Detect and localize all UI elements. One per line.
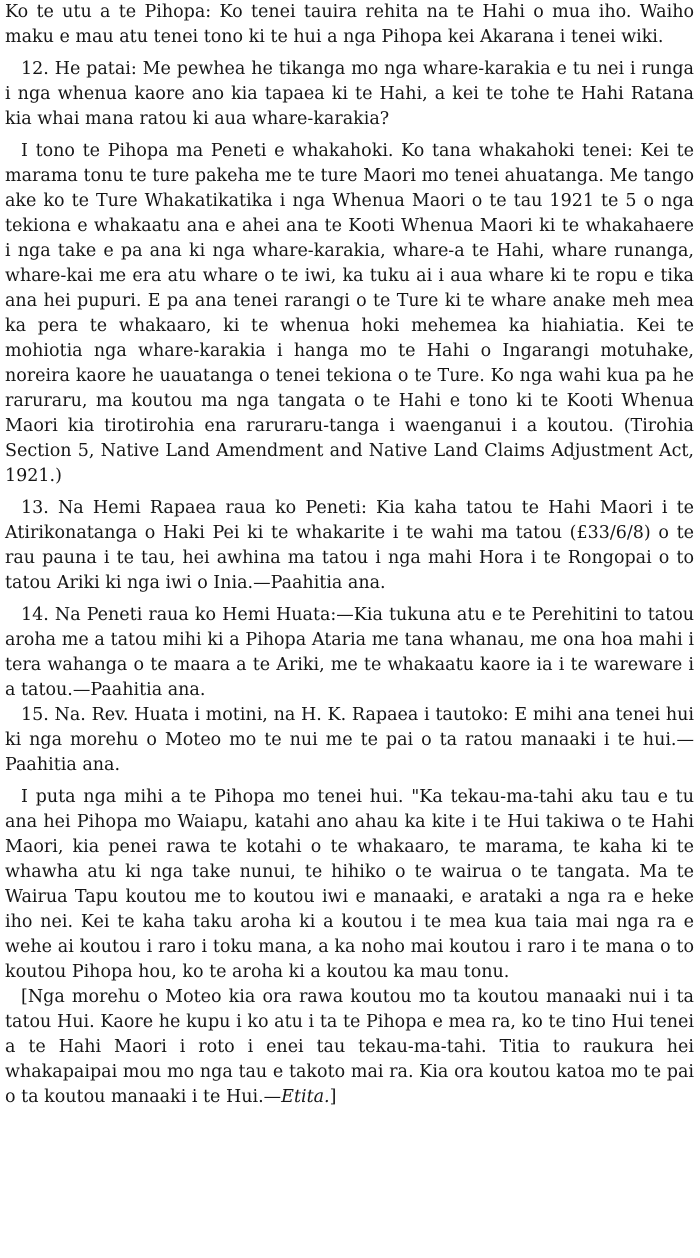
paragraph-item-12: 12. He patai: Me pewhea he tikanga mo nga whare-karakia e tu nei i runga i nga whenua kaore ano kia tapaea ki te Hahi, a kei te tohe te Hahi Ratana kia whai mana ratou ki aua whare-karakia?: [5, 59, 694, 129]
paragraph-item-14: 14. Na Peneti raua ko Hemi Huata:—Kia tukuna atu e te Perehitini to tatou aroha me a tatou mihi ki a Pihopa Ataria me tana whanau, me ona hoa mahi i tera wahanga o te maara a te Ariki, me te whakaatu kaore ia i te wareware i a tatou.—Paahitia ana.: [5, 605, 694, 700]
paragraph-bishop-address: I puta nga mihi a te Pihopa mo tenei hui. "Ka tekau-ma-tahi aku tau e tu ana hei Pihopa mo Waiapu, katahi ano ahau ka kite i te Hui takiwa o te Hahi Maori, kia penei rawa te kotahi o te whakaaro, te marama, te kaha ki te whawha atu ki nga take nunui, te hihiko o te wairua o te tangata. Ma te Wairua Tapu koutou me to koutou iwi e manaaki, e arataki a nga ra e heke iho nei. Kei te kaha taku aroha ki a koutou i te mea kua taia mai nga ra e wehe ai koutou i raro i toku mana, a ka noho mai koutou i raro i te mana o to koutou Pihopa hou, ko te aroha ki a koutou ka mau tonu.: [5, 787, 694, 982]
paragraph-peneti-answer: I tono te Pihopa ma Peneti e whakahoki. Ko tana whakahoki tenei: Kei te marama tonu te ture pakeha me te ture Maori mo tenei ahuatanga. Me tango ake ko te Ture Whakatikatika i nga Whenua Maori o te tau 1921 te 5 o nga tekiona e whakaatu ana e ahei ana te Kooti Whenua Maori ki te whakahaere i nga take e pa ana ki nga whare-karakia, whare-a te Hahi, whare runanga, whare-kai me era atu whare o te iwi, ka tuku ai i aua whare ki te ropu e tika ana hei pupuri. E pa ana tenei rarangi o te Ture ki te whare anake meh mea ka pera te whakaaro, ki te whenua hoki mehemea ka hiahiatia. Kei te mohiotia nga whare-karakia i hanga mo te Hahi o Ingarangi motuhake, noreira kaore he uauatanga o tenei tekiona o te Ture. Ko nga wahi kua pa he raruraru, ma koutou ma nga tangata o te Hahi e tono ki te Kooti Whenua Maori kia tirotirohia ena raruraru-tanga i waenganui i a koutou. (Tirohia Section 5, Native Land Amendment and Native Land Claims Adjustment Act, 1921.): [5, 141, 694, 486]
paragraph-bishop-reply: Ko te utu a te Pihopa: Ko tenei tauira rehita na te Hahi o mua iho. Waiho maku e mau atu tenei tono ki te hui a nga Pihopa kei Akarana i tenei wiki.: [5, 2, 694, 47]
editor-note-close: ]: [329, 1087, 337, 1107]
editor-note-text: [Nga morehu o Moteo kia ora rawa koutou mo ta koutou manaaki nui i ta tatou Hui. Kaore he kupu i ko atu i ta te Pihopa e mea ra, ko te tino Hui tenei a te Hahi Maori i roto i enei tau tekau-ma-tahi. Titia to raukura hei whakapaipai mou mo nga tau e takoto mai ra. Kia ora koutou katoa mo te pai o ta koutou manaaki i te Hui.—: [5, 987, 694, 1107]
paragraph-item-15: 15. Na. Rev. Huata i motini, na H. K. Rapaea i tautoko: E mihi ana tenei hui ki nga morehu o Moteo mo te nui me te pai o ta ratou manaaki i te hui.—Paahitia ana.: [5, 705, 694, 775]
paragraph-editor-note: [5, 985, 694, 1110]
paragraph-item-13: 13. Na Hemi Rapaea raua ko Peneti: Kia kaha tatou te Hahi Maori i te Atirikonatanga o Haki Pei ki te whakarite i te wahi ma tatou (£33/6/8) o te rau pauna i te tau, hei awhina ma tatou i nga mahi Hora i te Rongopai o to tatou Ariki ki nga iwi o Inia.—Paahitia ana.: [5, 498, 694, 593]
editor-signature: Etita.: [281, 1087, 330, 1107]
